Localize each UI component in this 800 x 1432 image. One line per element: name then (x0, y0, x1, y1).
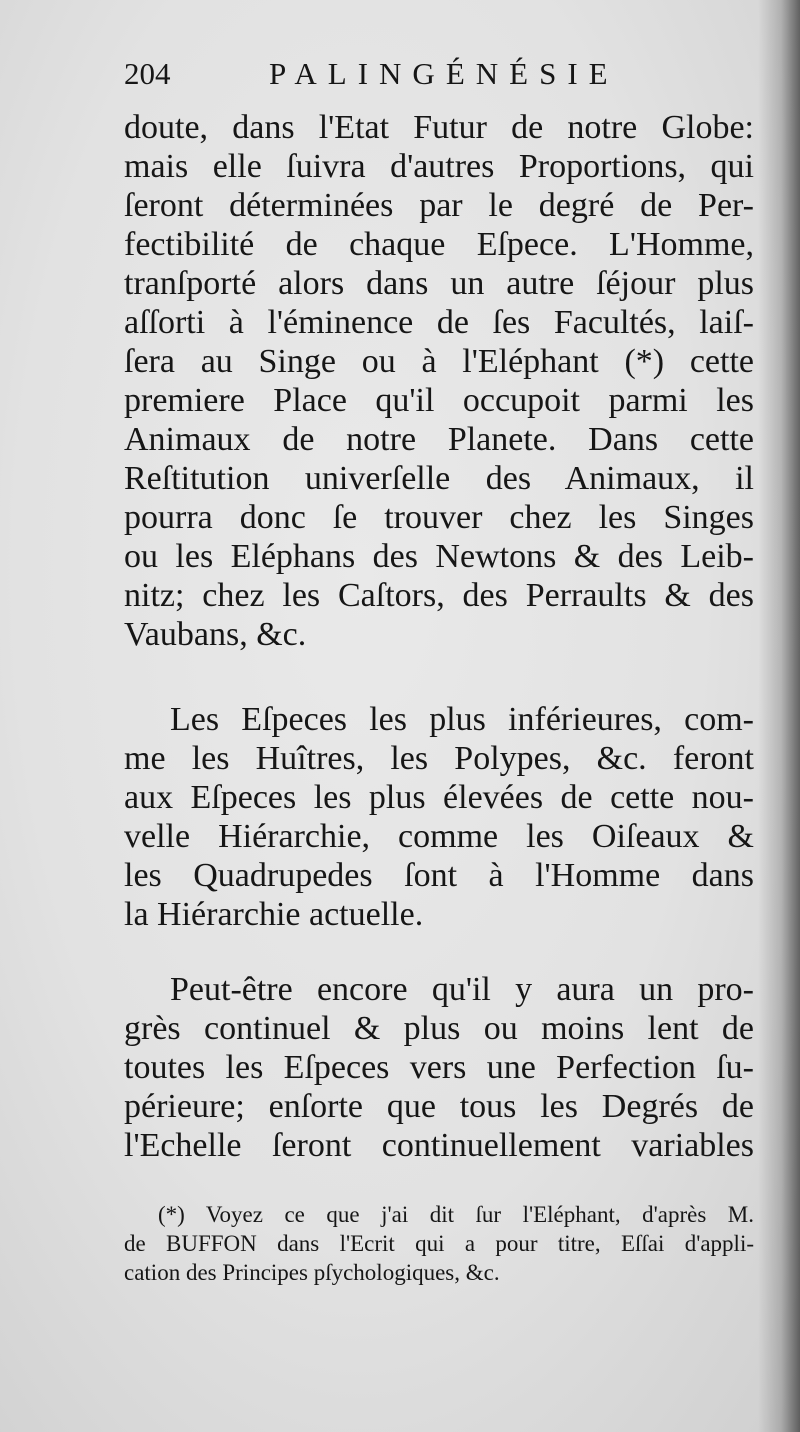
binding-shadow (758, 0, 800, 1432)
running-title: PALINGÉNÉSIE (269, 56, 619, 91)
text-line: Vaubans, &c. (124, 616, 307, 653)
paragraph-3 (124, 970, 754, 1165)
text-line: me les Huîtres, les Polypes, &c. feront (124, 740, 754, 777)
text-line: l'Echelle ſeront continuellement variables (124, 1127, 754, 1164)
text-line: ou les Eléphans des Newtons & des Leib- (124, 538, 754, 575)
page-header (124, 56, 754, 98)
text-line: fectibilité de chaque Eſpece. L'Homme, (124, 226, 754, 263)
text-line: Peut-être encore qu'il y aura un pro- (170, 971, 754, 1008)
footnote-line: (*) Voyez ce que j'ai dit ſur l'Eléphant, d'après M. (158, 1202, 754, 1227)
text-line: tranſporté alors dans un autre ſéjour plus (124, 265, 754, 302)
text-line: ſera au Singe ou à l'Eléphant (*) cette (124, 343, 754, 380)
text-line: Animaux de notre Planete. Dans cette (124, 421, 754, 458)
page-number: 204 (124, 56, 171, 91)
text-line: doute, dans l'Etat Futur de notre Globe: (124, 109, 754, 146)
text-line: la Hiérarchie actuelle. (124, 896, 424, 933)
text-line: aux Eſpeces les plus élevées de cette nou- (124, 779, 754, 816)
text-line: Les Eſpeces les plus inférieures, com- (170, 701, 754, 738)
text-line: premiere Place qu'il occupoit parmi les (124, 382, 754, 419)
text-line: mais elle ſuivra d'autres Proportions, qui (124, 148, 754, 185)
text-line: grès continuel & plus ou moins lent de (124, 1010, 754, 1047)
text-line: ſeront déterminées par le degré de Per- (124, 187, 754, 224)
text-line: périeure; enſorte que tous les Degrés de (124, 1088, 754, 1125)
text-line: toutes les Eſpeces vers une Perfection ſu- (124, 1049, 754, 1086)
text-line: velle Hiérarchie, comme les Oiſeaux & (124, 818, 754, 855)
paragraph-2 (124, 700, 754, 934)
text-line: aſſorti à l'éminence de ſes Facultés, laiſ- (124, 304, 754, 341)
footnote (124, 1200, 754, 1287)
text-line: les Quadrupedes ſont à l'Homme dans (124, 857, 754, 894)
text-line: Reſtitution univerſelle des Animaux, il (124, 460, 754, 497)
paragraph-1 (124, 108, 754, 654)
footnote-line: de BUFFON dans l'Ecrit qui a pour titre, Eſſai d'appli- (124, 1231, 754, 1256)
text-line: nitz; chez les Caſtors, des Perraults & des (124, 577, 754, 614)
text-line: pourra donc ſe trouver chez les Singes (124, 499, 754, 536)
footnote-line: cation des Principes pſychologiques, &c. (124, 1260, 500, 1285)
